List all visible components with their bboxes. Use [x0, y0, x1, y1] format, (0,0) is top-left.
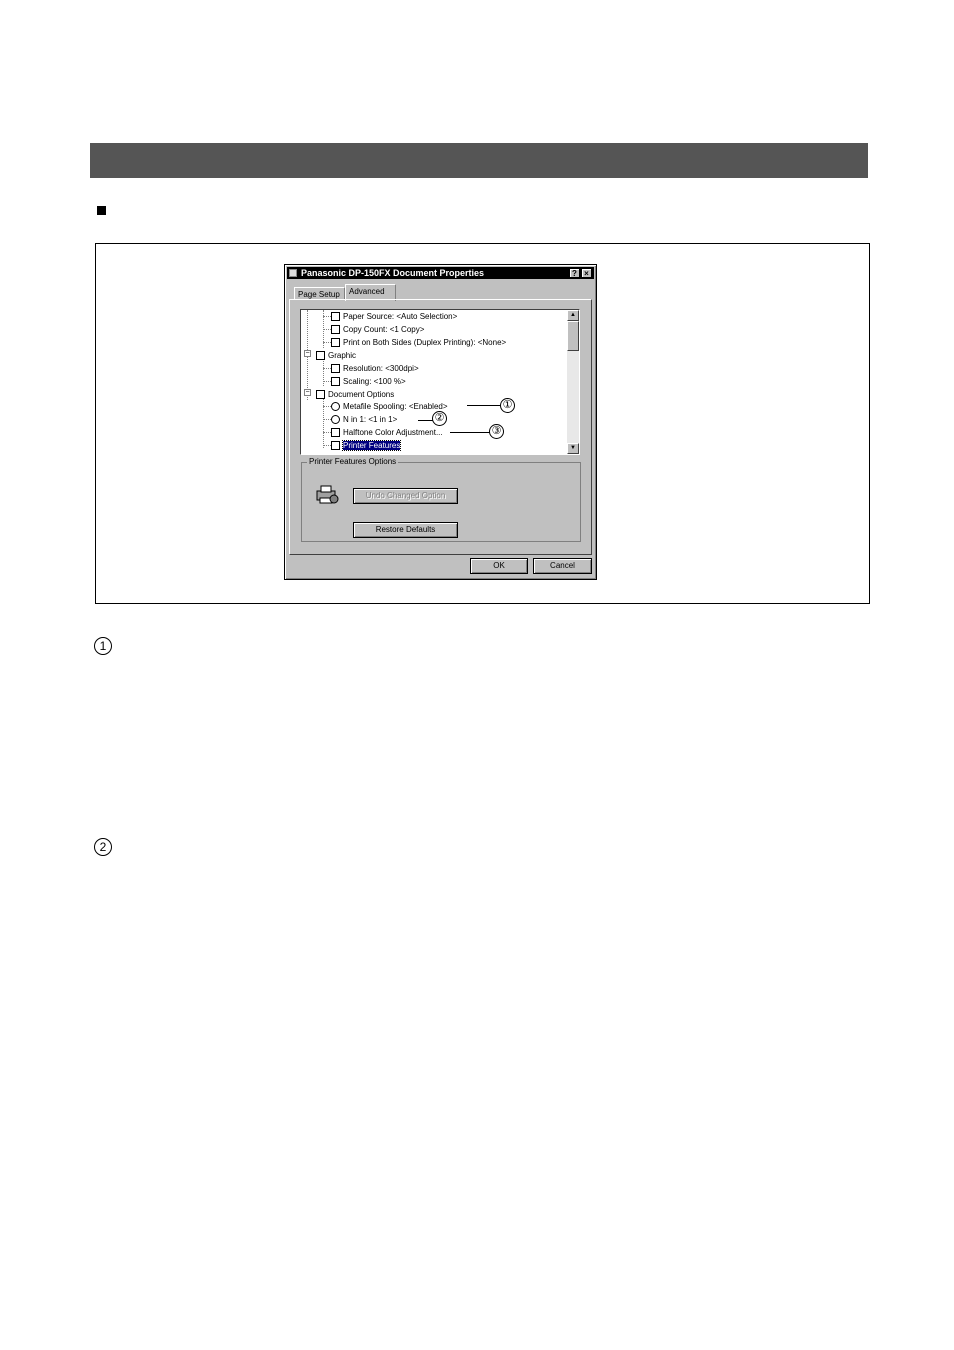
- lightbulb-icon: [331, 415, 340, 424]
- scroll-down-arrow-icon[interactable]: ▼: [567, 443, 579, 454]
- tree-item-printer-features[interactable]: Printer Features: [331, 440, 400, 451]
- tree-item-n-in-1[interactable]: N in 1: <1 in 1>: [331, 414, 397, 425]
- section-header-bar: [90, 143, 868, 178]
- tree-item-document-options[interactable]: Document Options: [316, 389, 394, 400]
- square-bullet-icon: [97, 206, 106, 215]
- tree-connector: [323, 368, 331, 369]
- tree-connector: [323, 445, 331, 446]
- section-marker-2: 2: [94, 838, 112, 856]
- tree-item-halftone[interactable]: Halftone Color Adjustment...: [331, 427, 443, 438]
- groupbox-label: Printer Features Options: [309, 457, 397, 466]
- tree-item-copy-count[interactable]: Copy Count: <1 Copy>: [331, 324, 424, 335]
- close-button[interactable]: ×: [581, 268, 592, 278]
- tree-connector: [323, 432, 331, 433]
- document-options-collapse-toggle[interactable]: −: [305, 389, 310, 396]
- tree-item-graphic[interactable]: Graphic: [316, 350, 356, 361]
- duplex-page-icon: [331, 338, 340, 347]
- scroll-up-arrow-icon[interactable]: ▲: [567, 310, 579, 321]
- resolution-grid-icon: [331, 364, 340, 373]
- tree-connector: [323, 316, 331, 317]
- options-tree[interactable]: [300, 309, 580, 455]
- halftone-icon: [331, 428, 340, 437]
- printer-features-icon: [331, 441, 340, 450]
- callout-line-1: [467, 405, 500, 406]
- tree-item-resolution[interactable]: Resolution: <300dpi>: [331, 363, 419, 374]
- callout-number-1: ①: [500, 398, 515, 413]
- tree-connector: [323, 381, 331, 382]
- ok-button[interactable]: OK: [470, 558, 528, 574]
- tree-scrollbar[interactable]: [567, 310, 579, 454]
- undo-changed-option-button[interactable]: Undo Changed Option: [353, 488, 458, 504]
- graphic-icon: [316, 351, 325, 360]
- callout-number-2: ②: [432, 411, 447, 426]
- scaling-icon: [331, 377, 340, 386]
- callout-number-3: ③: [489, 424, 504, 439]
- printer-app-icon: [289, 269, 297, 277]
- restore-defaults-button[interactable]: Restore Defaults: [353, 522, 458, 538]
- tree-item-paper-source[interactable]: Paper Source: <Auto Selection>: [331, 311, 457, 322]
- help-button[interactable]: ?: [569, 268, 580, 278]
- cancel-button[interactable]: Cancel: [533, 558, 592, 574]
- printer-settings-icon: [315, 483, 339, 505]
- tree-item-duplex[interactable]: Print on Both Sides (Duplex Printing): <None>: [331, 337, 506, 348]
- graphic-collapse-toggle[interactable]: −: [305, 350, 310, 357]
- dialog-titlebar: [287, 267, 594, 279]
- tree-item-scaling[interactable]: Scaling: <100 %>: [331, 376, 406, 387]
- paper-tray-icon: [331, 312, 340, 321]
- dialog-title: Panasonic DP-150FX Document Properties: [301, 268, 485, 278]
- document-options-icon: [316, 390, 325, 399]
- tree-connector: [323, 406, 331, 407]
- tree-connector: [323, 419, 331, 420]
- tree-item-metafile-spooling[interactable]: Metafile Spooling: <Enabled>: [331, 401, 448, 412]
- tab-page-setup[interactable]: Page Setup: [294, 287, 345, 300]
- tab-advanced[interactable]: Advanced: [345, 284, 396, 301]
- scroll-thumb[interactable]: [567, 321, 579, 351]
- callout-line-2: [418, 420, 433, 421]
- copy-pages-icon: [331, 325, 340, 334]
- callout-line-3: [450, 432, 490, 433]
- tree-connector: [323, 342, 331, 343]
- lightbulb-icon: [331, 402, 340, 411]
- tree-connector: [323, 329, 331, 330]
- section-marker-1: 1: [94, 637, 112, 655]
